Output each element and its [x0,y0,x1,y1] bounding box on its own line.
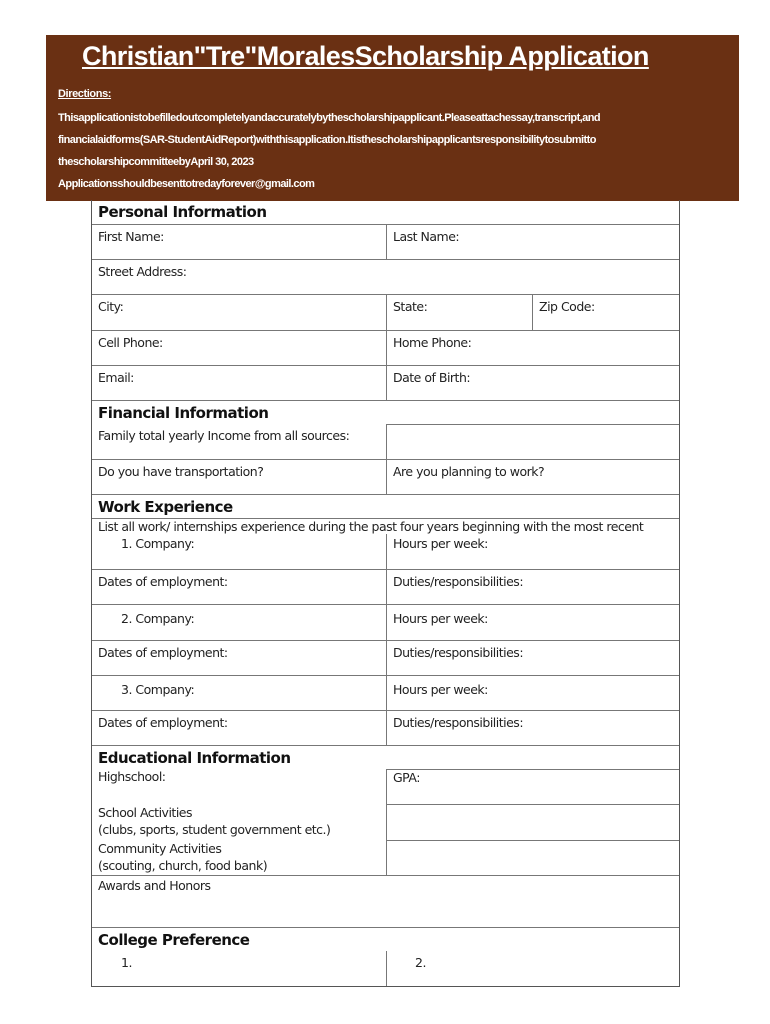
home-phone-field[interactable]: Home Phone: [393,335,472,350]
work-entry-row [92,569,679,604]
work-entry-row [92,710,679,745]
work-heading-row [92,494,679,518]
hours-2-field[interactable]: Hours per week: [393,611,488,626]
header-banner [46,35,739,201]
dates-1-field[interactable]: Dates of employment: [92,570,387,604]
college-choice-1-field[interactable]: 1. [92,951,387,986]
duties-3-field[interactable]: Duties/responsibilities: [393,715,524,730]
transport-row [92,459,679,494]
company-1-field[interactable]: 1. Company: [92,534,387,569]
directions-line: Thisapplicationistobefilledoutcompletelyandaccuratelybythescholarshipapplicant.Pleaseattachessay,transcript,and [58,112,601,124]
college-heading-row [92,927,679,951]
gpa-field[interactable]: GPA: [387,769,679,804]
date-of-birth-field[interactable]: Date of Birth: [393,370,471,385]
duties-1-field[interactable]: Duties/responsibilities: [393,574,524,589]
community-activities-title: Community Activities [98,841,222,856]
company-2-field[interactable]: 2. Company: [92,605,387,640]
hours-3-field[interactable]: Hours per week: [393,682,488,697]
awards-field[interactable]: Awards and Honors [98,878,211,893]
zip-code-field[interactable]: Zip Code: [539,299,595,314]
college-preference-heading: College Preference [98,931,250,949]
school-activities-label [92,804,387,840]
phone-row [92,330,679,365]
planning-to-work-field[interactable]: Are you planning to work? [393,464,545,479]
last-name-field[interactable]: Last Name: [387,224,679,259]
work-entry-row [92,675,679,710]
directions-heading: Directions: [58,88,112,100]
dates-3-field[interactable]: Dates of employment: [92,711,387,745]
work-entry-row [92,604,679,640]
name-row [92,224,679,259]
street-row [92,259,679,294]
school-activities-row [92,804,679,840]
community-activities-label [92,840,387,875]
college-choice-2-field[interactable]: 2. [415,955,426,970]
community-activities-row [92,840,679,875]
transportation-field[interactable]: Do you have transportation? [92,460,387,494]
duties-2-field[interactable]: Duties/responsibilities: [393,645,524,660]
work-instructions: List all work/ internships experience during the past four years beginning with the most recent [98,519,644,534]
application-form [91,200,680,987]
street-address-field[interactable]: Street Address: [98,264,187,279]
directions-line: thescholarshipcommitteebyApril 30, 2023 [58,156,254,168]
highschool-field[interactable]: Highschool: [92,769,387,804]
college-choices-row [92,951,679,986]
city-field[interactable]: City: [92,295,387,330]
first-name-field[interactable]: First Name: [92,224,387,259]
dates-2-field[interactable]: Dates of employment: [92,641,387,675]
awards-row [92,875,679,927]
school-activities-field[interactable] [387,804,679,840]
directions-contact-line: Applicationsshouldbesenttotredayforever@gmail.com [58,178,315,190]
state-field[interactable]: State: [387,295,533,330]
school-activities-title: School Activities [98,805,192,820]
community-activities-note: (scouting, church, food bank) [98,858,268,873]
education-heading-row [92,745,679,769]
hours-1-field[interactable]: Hours per week: [393,536,488,551]
email-row [92,365,679,400]
work-experience-heading: Work Experience [98,498,233,516]
page-title: Christian"Tre"MoralesScholarship Application [82,41,649,71]
email-field[interactable]: Email: [92,366,387,400]
highschool-row [92,769,679,804]
community-activities-field[interactable] [387,840,679,875]
city-row [92,294,679,330]
school-activities-note: (clubs, sports, student government etc.) [98,822,331,837]
financial-heading-row [92,400,679,424]
income-row [92,424,679,459]
work-instructions-row [92,518,679,534]
company-3-field[interactable]: 3. Company: [92,676,387,710]
work-entry-row [92,640,679,675]
cell-phone-field[interactable]: Cell Phone: [92,331,387,365]
work-entry-row [92,534,679,569]
directions-line: financialaidforms(SAR-StudentAidReport)withthisapplication.Itisthescholarshipapplicantsresponsibilitytosubmitto [58,134,596,146]
personal-info-heading: Personal Information [98,203,267,221]
personal-heading-row [92,200,679,224]
education-info-heading: Educational Information [98,749,291,767]
income-field[interactable] [387,424,679,459]
financial-info-heading: Financial Information [98,404,269,422]
income-label: Family total yearly Income from all sources: [92,424,387,459]
